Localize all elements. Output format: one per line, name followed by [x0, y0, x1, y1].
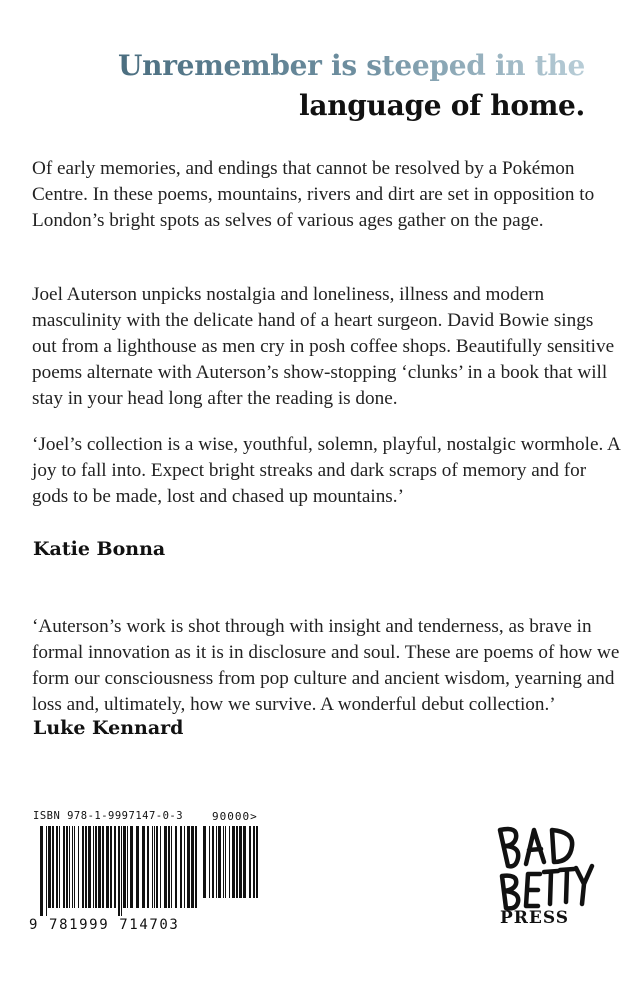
isbn-label: ISBN 978-1-9997147-0-3: [33, 810, 184, 822]
barcode-main: [40, 826, 198, 916]
barcode-digits: 9 781999 714703: [29, 917, 180, 933]
blurb-quote-2: ‘Auterson’s work is shot through with insight and tenderness, as brave in formal innovation as it is in disclosure and soul. These are poems of how we form our consciousness from pop culture and ancient wisdom, yearning and loss and, ultimately, how we survive. A wonderful debut collection.’: [32, 616, 620, 715]
press-label: PRESS: [500, 908, 570, 928]
description-paragraph-1: Of early memories, and endings that cannot be resolved by a Pokémon Centre. In these poems, mountains, rivers and dirt are set in opposition to London’s bright spots as selves of various ages gather on the page.: [32, 158, 595, 231]
headline-line-1: Unremember is steeped in the: [118, 46, 585, 86]
blurb-author-2: Luke Kennard: [33, 717, 184, 739]
headline: [118, 46, 585, 126]
blurb-quote-1: ‘Joel’s collection is a wise, youthful, solemn, playful, nostalgic wormhole. A joy to fall into. Expect bright streaks and dark scraps of memory and for gods to be made, lost and chased up mountains.’: [32, 434, 620, 507]
description-paragraph-2: Joel Auterson unpicks nostalgia and loneliness, illness and modern masculinity with the delicate hand of a heart surgeon. David Bowie sings out from a lighthouse as men cry in posh coffee shops. Beautifully sensitive poems alternate with Auterson’s show-stopping ‘clunks’ in a book that will stay in your head long after the reading is done.: [32, 284, 615, 409]
headline-line-2: language of home.: [299, 89, 585, 122]
barcode-addon-digits: 90000>: [212, 810, 258, 823]
blurb-author-1: Katie Bonna: [33, 538, 166, 560]
barcode-addon: [203, 826, 261, 906]
